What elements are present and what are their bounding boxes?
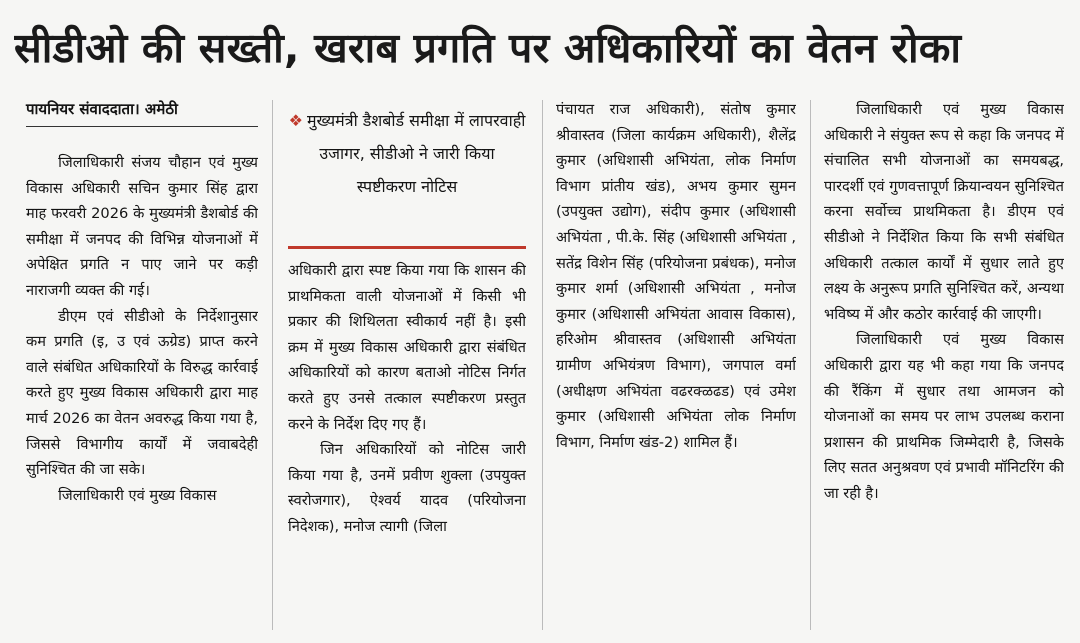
column-2-paragraph: अधिकारी द्वारा स्पष्ट किया गया कि शासन की प्राथमिकता वाली योजनाओं में किसी भी प्रकार की शिथिलता स्वीकार्य नहीं है। इसी क्रम में मुख्य विकास अधिकारी द्वारा संबंधित अधिकारियों को कारण बताओ नोटिस निर्गत करते हुए उनसे तत्काल स्पष्टीकरण प्रस्तुत करने के निर्देश दिए गए हैं। [288,262,526,433]
diamond-bullet-icon: ❖ [288,111,303,130]
column-2-paragraph: जिन अधिकारियों को नोटिस जारी किया गया है, उनमें प्रवीण शुक्ला (उपयुक्त स्वरोजगार), ऐश्वर्य यादव (परियोजना निदेशक), मनोज त्यागी (जिला [288,441,526,535]
highlight-text: मुख्यमंत्री डैशबोर्ड समीक्षा में लापरवाही उजागर, सीडीओ ने जारी किया स्पष्टीकरण नोटिस [306,111,526,196]
column-4-paragraph: जिलाधिकारी एवं मुख्य विकास अधिकारी द्वारा यह भी कहा गया कि जनपद की रैंकिंग में सुधार तथा आमजन को योजनाओं का समय पर लाभ उपलब्ध कराना प्रशासन की प्राथमिक जिम्मेदारी है, जिसके लिए सतत अनुश्रवण एवं प्रभावी मॉनिटरिंग की जा रही है। [824,331,1064,502]
column-1-paragraph: जिलाधिकारी संजय चौहान एवं मुख्य विकास अधिकारी सचिन कुमार सिंह द्वारा माह फरवरी 2026 के मुख्यमंत्री डैशबोर्ड की समीक्षा में जनपद की विभिन्न योजनाओं में अपेक्षित प्रगति न पाए जाने पर कड़ी नाराजगी व्यक्त की गई। [26,154,258,299]
column-2 [288,258,526,638]
column-1-paragraph: जिलाधिकारी एवं मुख्य विकास [58,486,217,504]
column-3-paragraph: पंचायत राज अधिकारी), संतोष कुमार श्रीवास्तव (जिला कार्यक्रम अधिकारी), शैलेंद्र कुमार (अधिशासी अभियंता, लोक निर्माण विभाग प्रांतीय खंड), अभय कुमार सुमन (उपयुक्त उद्योग), संदीप कुमार (अधिशासी अभियंता , पी.के. सिंह (अधिशासी अभियंता , सतेंद्र विशेन सिंह (परियोजना प्रबंधक), मनोज कुमार शर्मा (अधिशासी अभियंता , मनोज कुमार (अधिशासी अभियंता आवास विकास), हरिओम श्रीवास्तव (अधिशासी अभियंता ग्रामीण अभियंत्रण विभाग), जगपाल वर्मा (अधीक्षण अभियंता वढरक्ळढड) एवं उमेश कुमार (अधिशासी अभियंता लोक निर्माण विभाग, निर्माण खंड-2) शामिल हैं। [556,101,796,451]
highlight-box [288,104,526,244]
column-4-paragraph: जिलाधिकारी एवं मुख्य विकास अधिकारी ने संयुक्त रूप से कहा कि जनपद में संचालित सभी योजनाओं का समयबद्ध, पारदर्शी एवं गुणवत्तापूर्ण क्रियान्वयन सुनिश्चित करना सर्वोच्च प्राथमिकता है। डीएम एवं सीडीओ ने निर्देशित किया कि सभी संबंधित अधिकारी तत्काल कार्यों में सुधार लाते हुए लक्ष्य के अनुरूप प्रगति सुनिश्चित करें, अन्यथा भविष्य में और कठोर कार्रवाई की जाएगी। [824,101,1064,323]
column-1 [26,150,258,640]
headline: सीडीओ की सख्ती, खराब प्रगति पर अधिकारियों का वेतन रोका [14,24,962,72]
column-4 [824,97,1064,637]
highlight-rule [288,246,526,249]
column-divider [810,100,811,630]
column-divider [272,100,273,630]
column-3 [556,97,796,637]
byline: पायनियर संवाददाता। अमेठी [26,94,258,127]
column-divider [542,100,543,630]
column-1-paragraph: डीएम एवं सीडीओ के निर्देशानुसार कम प्रगति (इ, उ एवं ऊग्रेड) प्राप्त करने वाले संबंधित अधिकारियों के विरुद्ध कार्रवाई करते हुए मुख्य विकास अधिकारी द्वारा माह मार्च 2026 का वेतन अवरुद्ध किया गया है, जिससे विभागीय कार्यों में जवाबदेही सुनिश्चित की जा सके। [26,307,258,479]
